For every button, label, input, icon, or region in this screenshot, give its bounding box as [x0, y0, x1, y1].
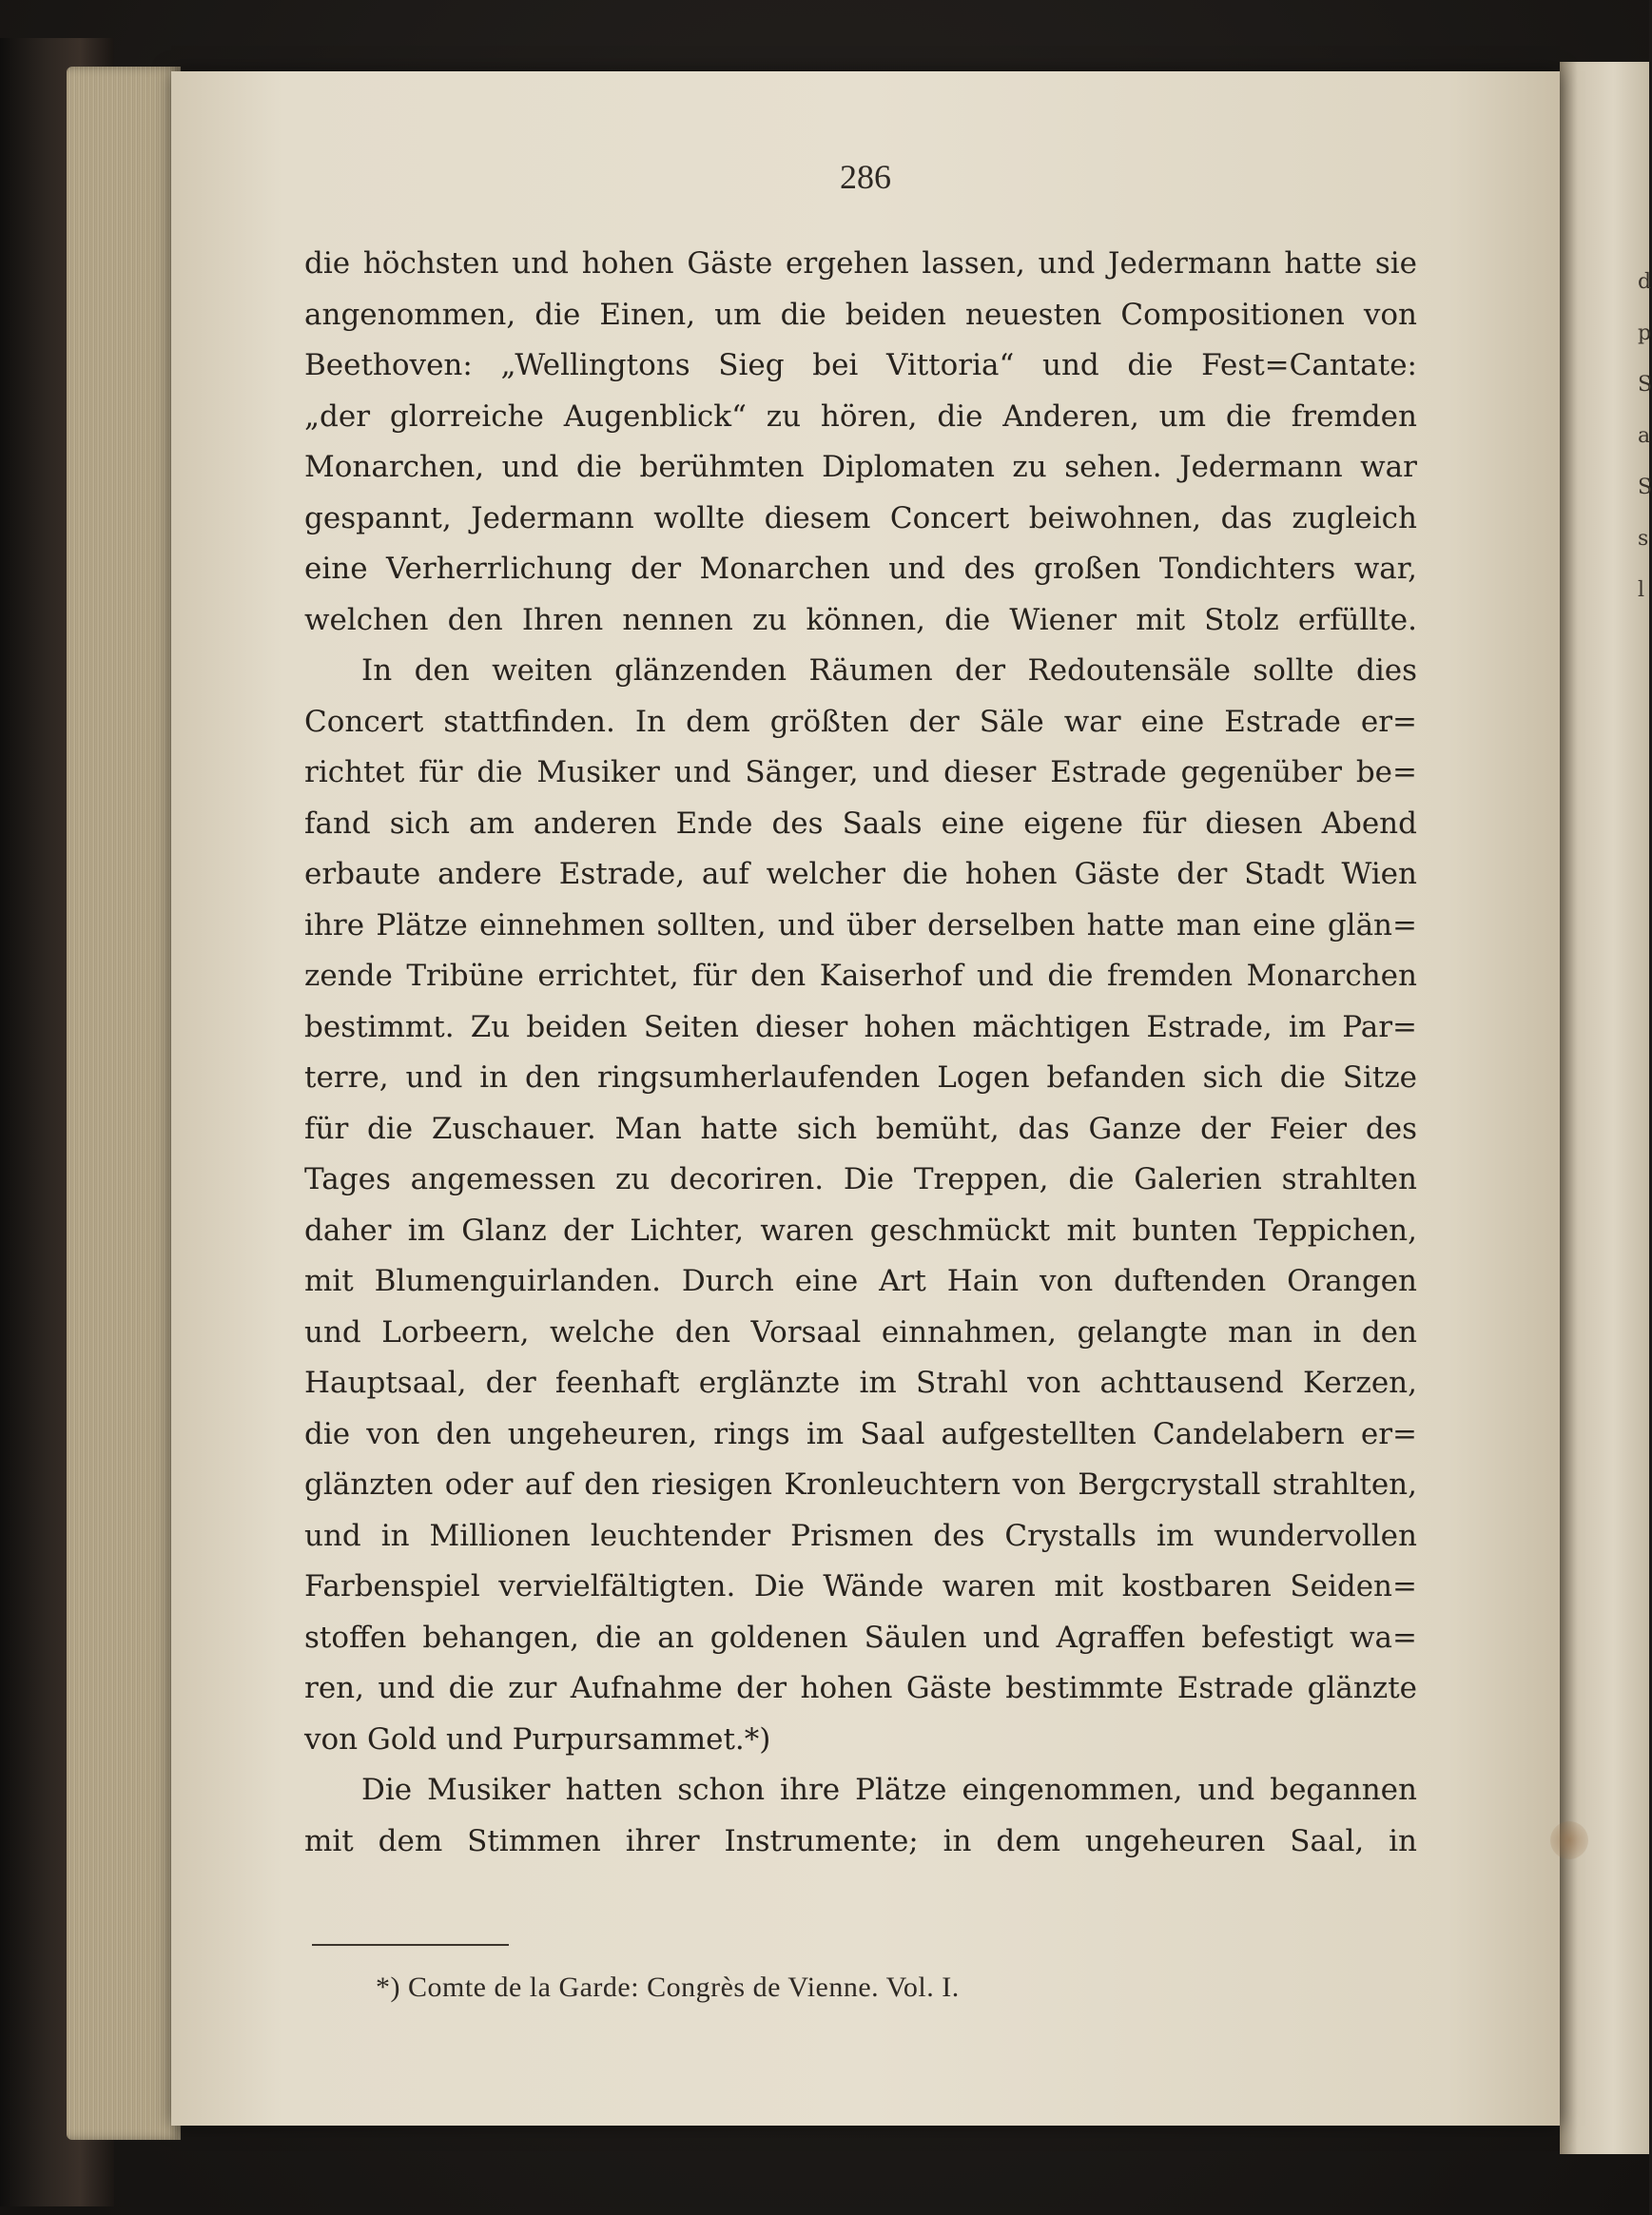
text-line: zende Tribüne errichtet, für den Kaiserhof und die fremden Monarchen: [304, 959, 1417, 993]
text-line: mit dem Stimmen ihrer Instrumente; in dem ungeheuren Saal, in: [304, 1823, 1417, 1858]
facing-page-glyph: s: [1638, 527, 1649, 551]
text-line: glänzten oder auf den riesigen Kronleuchtern von Bergcrystall strahlten,: [304, 1467, 1417, 1502]
text-line: Farbenspiel vervielfältigten. Die Wände waren mit kostbaren Seiden=: [304, 1569, 1417, 1603]
text-line: mit Blumenguirlanden. Durch eine Art Hain von duftenden Orangen: [304, 1264, 1417, 1298]
facing-page-glyph: S: [1638, 373, 1652, 397]
footnote: *) Comte de la Garde: Congrès de Vienne. Vol. I.: [376, 1972, 960, 2003]
text-line: bestimmt. Zu beiden Seiten dieser hohen mächtigen Estrade, im Par=: [304, 1009, 1417, 1044]
text-line: daher im Glanz der Lichter, waren geschmückt mit bunten Teppichen,: [304, 1213, 1417, 1248]
text-line: angenommen, die Einen, um die beiden neuesten Compositionen von: [304, 297, 1417, 332]
text-line: richtet für die Musiker und Sänger, und dieser Estrade gegenüber be=: [304, 755, 1417, 789]
text-line: Monarchen, und die berühmten Diplomaten zu sehen. Jedermann war: [304, 450, 1417, 484]
text-line: ihre Plätze einnehmen sollten, und über derselben hatte man eine glän=: [304, 907, 1417, 942]
text-line: und in Millionen leuchtender Prismen des Crystalls im wundervollen: [304, 1518, 1417, 1553]
text-line: erbaute andere Estrade, auf welcher die hohen Gäste der Stadt Wien: [304, 857, 1417, 891]
text-line: von Gold und Purpursammet.*): [304, 1721, 771, 1757]
facing-page-glyph: p: [1638, 321, 1652, 345]
page-number: 286: [840, 158, 891, 196]
text-line: eine Verherrlichung der Monarchen und des großen Tondichters war,: [304, 552, 1417, 586]
page-edges: [67, 67, 181, 2140]
facing-page-glyph: l: [1638, 578, 1645, 602]
text-line: die höchsten und hohen Gäste ergehen lassen, und Jedermann hatte sie: [304, 246, 1417, 281]
facing-page-glyphs: [1638, 257, 1652, 616]
page-stain: [1550, 1821, 1588, 1859]
text-line: Concert stattfinden. In dem größten der Säle war eine Estrade er=: [304, 704, 1417, 739]
text-line: „der glorreiche Augenblick“ zu hören, die Anderen, um die fremden: [304, 398, 1417, 434]
text-line: In den weiten glänzenden Räumen der Redoutensäle sollte dies: [361, 653, 1417, 688]
text-line: stoffen behangen, die an goldenen Säulen und Agraffen befestigt wa=: [304, 1620, 1417, 1655]
text-line: und Lorbeern, welche den Vorsaal einnahmen, gelangte man in den: [304, 1314, 1417, 1350]
text-line: Tages angemessen zu decoriren. Die Treppen, die Galerien strahlten: [304, 1162, 1417, 1196]
text-line: fand sich am anderen Ende des Saals eine eigene für diesen Abend: [304, 806, 1417, 841]
footnote-divider: [312, 1944, 509, 1946]
text-line: für die Zuschauer. Man hatte sich bemüht, das Ganze der Feier des: [304, 1111, 1417, 1146]
text-line: die von den ungeheuren, rings im Saal aufgestellten Candelabern er=: [304, 1416, 1417, 1451]
text-line: gespannt, Jedermann wollte diesem Concert beiwohnen, das zugleich: [304, 500, 1417, 535]
text-line: welchen den Ihren nennen zu können, die Wiener mit Stolz erfüllte.: [304, 602, 1417, 637]
body-text: [304, 239, 1417, 1867]
text-line: Beethoven: „Wellingtons Sieg bei Vittoria“ und die Fest=Cantate:: [304, 348, 1417, 382]
text-line: Hauptsaal, der feenhaft erglänzte im Strahl von achttausend Kerzen,: [304, 1366, 1417, 1400]
text-line: terre, und in den ringsumherlaufenden Logen befanden sich die Sitze: [304, 1060, 1417, 1095]
facing-page-glyph: S: [1638, 476, 1652, 499]
text-line: Die Musiker hatten schon ihre Plätze eingenommen, und begannen: [361, 1773, 1417, 1807]
facing-page-glyph: d: [1638, 270, 1652, 294]
book-page: [171, 71, 1560, 2126]
facing-page-glyph: a: [1638, 424, 1651, 448]
text-line: ren, und die zur Aufnahme der hohen Gäste bestimmte Estrade glänzte: [304, 1671, 1417, 1705]
